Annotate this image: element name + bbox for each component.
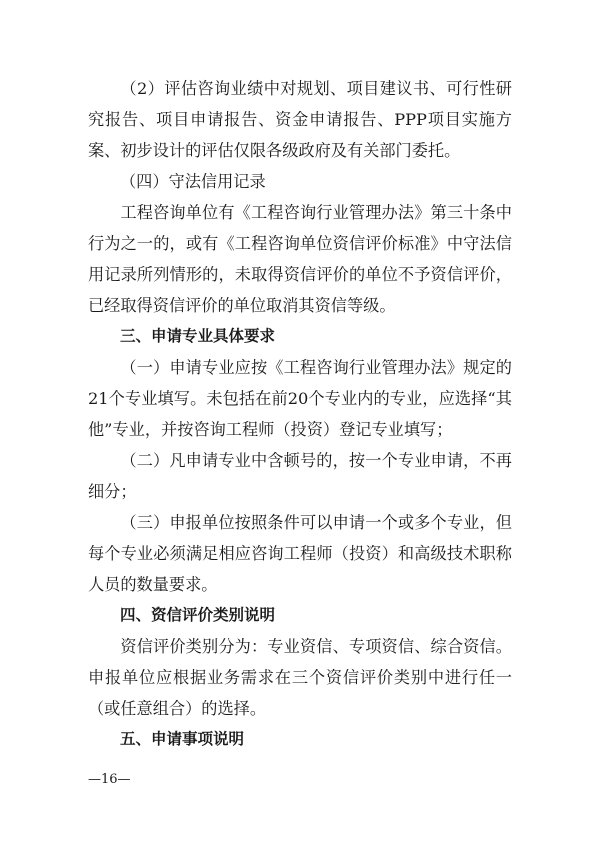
paragraph-specialty-2: （二）凡申请专业中含顿号的，按一个专业申请，不再细分；: [88, 451, 512, 501]
paragraph-evaluation-scope: （2）评估咨询业绩中对规划、项目建议书、可行性研究报告、项目申请报告、资金申请报告、PPP项目实施方案、初步设计的评估仅限各级政府及有关部门委托。: [88, 79, 512, 160]
heading-section-4: 四、资信评价类别说明: [120, 606, 276, 624]
heading-section-5: 五、申请事项说明: [120, 730, 245, 748]
paragraph-credit-record: 工程咨询单位有《工程咨询行业管理办法》第三十条中行为之一的，或有《工程咨询单位资信评价标准》中守法信用记录所列情形的，未取得资信评价的单位不予资信评价，已经取得资信评价的单位取消其资信等级。: [88, 203, 512, 315]
paragraph-specialty-3: （三）申报单位按照条件可以申请一个或多个专业，但每个专业必须满足相应咨询工程师（投资）和高级技术职称人员的数量要求。: [88, 513, 512, 594]
paragraph-category: 资信评价类别分为：专业资信、专项资信、综合资信。申报单位应根据业务需求在三个资信评价类别中进行任一（或任意组合）的选择。: [88, 637, 512, 718]
heading-credit-record: （四）守法信用记录: [120, 172, 266, 191]
heading-section-3: 三、申请专业具体要求: [120, 327, 276, 345]
paragraph-specialty-1: （一）申请专业应按《工程咨询行业管理办法》规定的21个专业填写。未包括在前20个专业内的专业，应选择“其他”专业，并按咨询工程师（投资）登记专业填写；: [88, 358, 512, 439]
page-number: —16—: [88, 772, 131, 787]
